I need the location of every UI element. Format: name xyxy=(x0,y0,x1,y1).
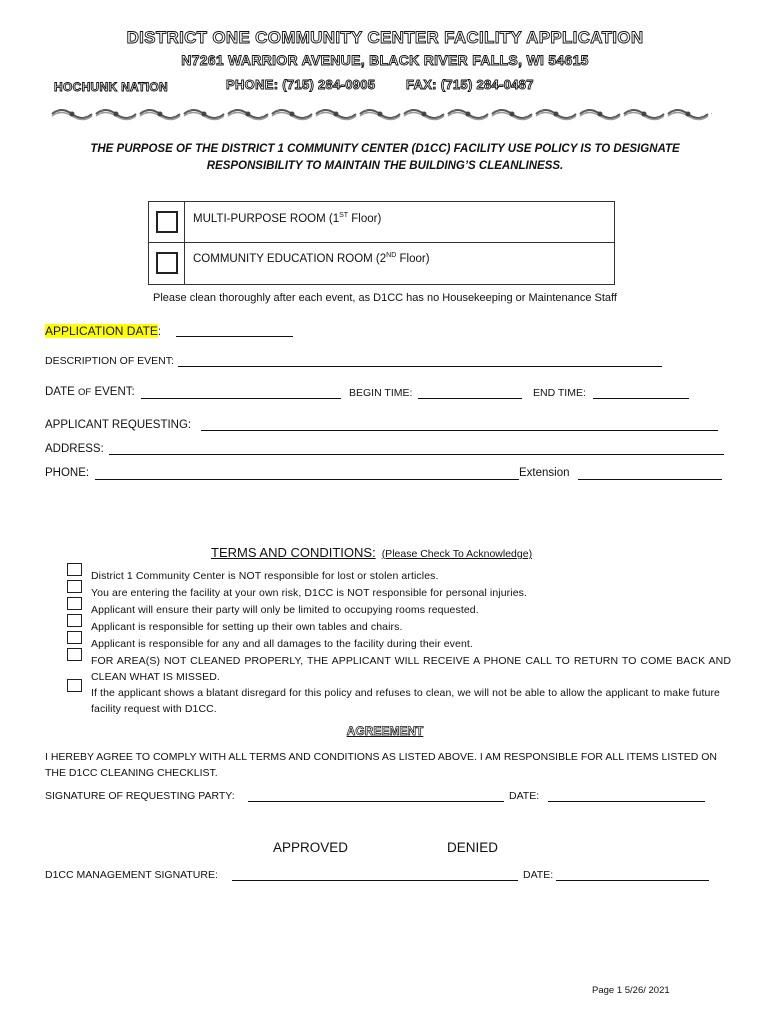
end-time-field[interactable] xyxy=(593,398,689,399)
signature-date-label: DATE: xyxy=(509,790,540,802)
center-address: N7261 WARRIOR AVENUE, BLACK RIVER FALLS, WI 54615 xyxy=(181,52,589,68)
begin-time-label: BEGIN TIME: xyxy=(349,387,413,399)
education-room-checkbox[interactable] xyxy=(156,252,178,274)
term-checkbox-7[interactable] xyxy=(67,679,82,692)
date-of-event-field[interactable] xyxy=(141,398,341,399)
phone-field[interactable] xyxy=(95,479,519,480)
term-item-7: If the applicant shows a blatant disregard for this policy and refuses to clean, we will not be able to allow the applicant to make future facility request with D1CC. xyxy=(91,687,720,715)
term-item-2: You are entering the facility at your own risk, D1CC is NOT responsible for personal injuries. xyxy=(91,587,528,599)
document-title: DISTRICT ONE COMMUNITY CENTER FACILITY APPLICATION xyxy=(126,28,644,47)
extension-field[interactable] xyxy=(578,479,722,480)
term-checkbox-4[interactable] xyxy=(67,614,82,627)
center-fax: FAX: (715) 284-0487 xyxy=(406,77,534,92)
agreement-title: AGREEMENT xyxy=(346,724,424,738)
applicant-label: APPLICANT REQUESTING: xyxy=(45,419,192,431)
term-item-6: FOR AREA(S) NOT CLEANED PROPERLY, THE APPLICANT WILL RECEIVE A PHONE CALL TO RETURN TO COME BACK AND CLEAN WHAT IS MISSED. xyxy=(91,655,731,683)
phone-label: PHONE: xyxy=(45,467,90,479)
signature-field[interactable] xyxy=(248,801,504,802)
purpose-line-2: RESPONSIBILITY TO MAINTAIN THE BUILDING’S CLEANLINESS. xyxy=(206,160,564,172)
multipurpose-room-checkbox[interactable] xyxy=(156,211,178,233)
room-selection-box xyxy=(148,201,615,285)
purpose-line-1: THE PURPOSE OF THE DISTRICT 1 COMMUNITY CENTER (D1CC) FACILITY USE POLICY IS TO DESIGNATE xyxy=(90,143,680,155)
cleaning-note: Please clean thoroughly after each event, as D1CC has no Housekeeping or Maintenance Staff xyxy=(153,292,617,304)
term-item-1: District 1 Community Center is NOT responsible for lost or stolen articles. xyxy=(91,570,439,582)
term-item-3: Applicant will ensure their party will only be limited to occupying rooms requested. xyxy=(91,604,479,616)
agreement-text: I HEREBY AGREE TO COMPLY WITH ALL TERMS AND CONDITIONS AS LISTED ABOVE. I AM RESPONSIBLE FOR ALL ITEMS LISTED ON THE D1CC CLEANING CHECKLIST. xyxy=(45,751,717,779)
signature-label: SIGNATURE OF REQUESTING PARTY: xyxy=(45,790,235,802)
education-room-label: COMMUNITY EDUCATION ROOM (2ND Floor) xyxy=(193,252,430,265)
center-phone: PHONE: (715) 284-0905 xyxy=(226,77,376,92)
terms-title: TERMS AND CONDITIONS: (Please Check To Acknowledge) xyxy=(211,545,533,560)
extension-label: Extension xyxy=(519,467,570,479)
management-signature-field[interactable] xyxy=(232,880,518,881)
management-date-label: DATE: xyxy=(523,869,554,881)
application-date-label: APPLICATION DATE: xyxy=(45,324,162,338)
address-field[interactable] xyxy=(109,454,724,455)
denied-label: DENIED xyxy=(447,840,499,855)
approved-label: APPROVED xyxy=(273,840,349,855)
decorative-border xyxy=(50,104,712,124)
nation-name: HOCHUNK NATION xyxy=(54,80,168,94)
management-signature-label: D1CC MANAGEMENT SIGNATURE: xyxy=(45,869,218,881)
begin-time-field[interactable] xyxy=(418,398,522,399)
term-checkbox-6[interactable] xyxy=(67,648,82,661)
multipurpose-room-label: MULTI-PURPOSE ROOM (1ST Floor) xyxy=(193,212,382,225)
end-time-label: END TIME: xyxy=(533,387,586,399)
application-date-field[interactable] xyxy=(176,336,293,337)
management-date-field[interactable] xyxy=(556,880,709,881)
term-checkbox-2[interactable] xyxy=(67,580,82,593)
description-field[interactable] xyxy=(178,366,662,367)
term-checkbox-1[interactable] xyxy=(67,563,82,576)
description-label: DESCRIPTION OF EVENT: xyxy=(45,355,174,367)
address-label: ADDRESS: xyxy=(45,443,104,455)
signature-date-field[interactable] xyxy=(548,801,705,802)
term-checkbox-5[interactable] xyxy=(67,631,82,644)
term-item-4: Applicant is responsible for setting up their own tables and chairs. xyxy=(91,621,403,633)
term-item-5: Applicant is responsible for any and all damages to the facility during their event. xyxy=(91,638,473,650)
date-of-event-label: DATE OF EVENT: xyxy=(45,386,135,398)
term-checkbox-3[interactable] xyxy=(67,597,82,610)
applicant-field[interactable] xyxy=(201,430,718,431)
page-number: Page 1 5/26/ 2021 xyxy=(592,985,670,996)
